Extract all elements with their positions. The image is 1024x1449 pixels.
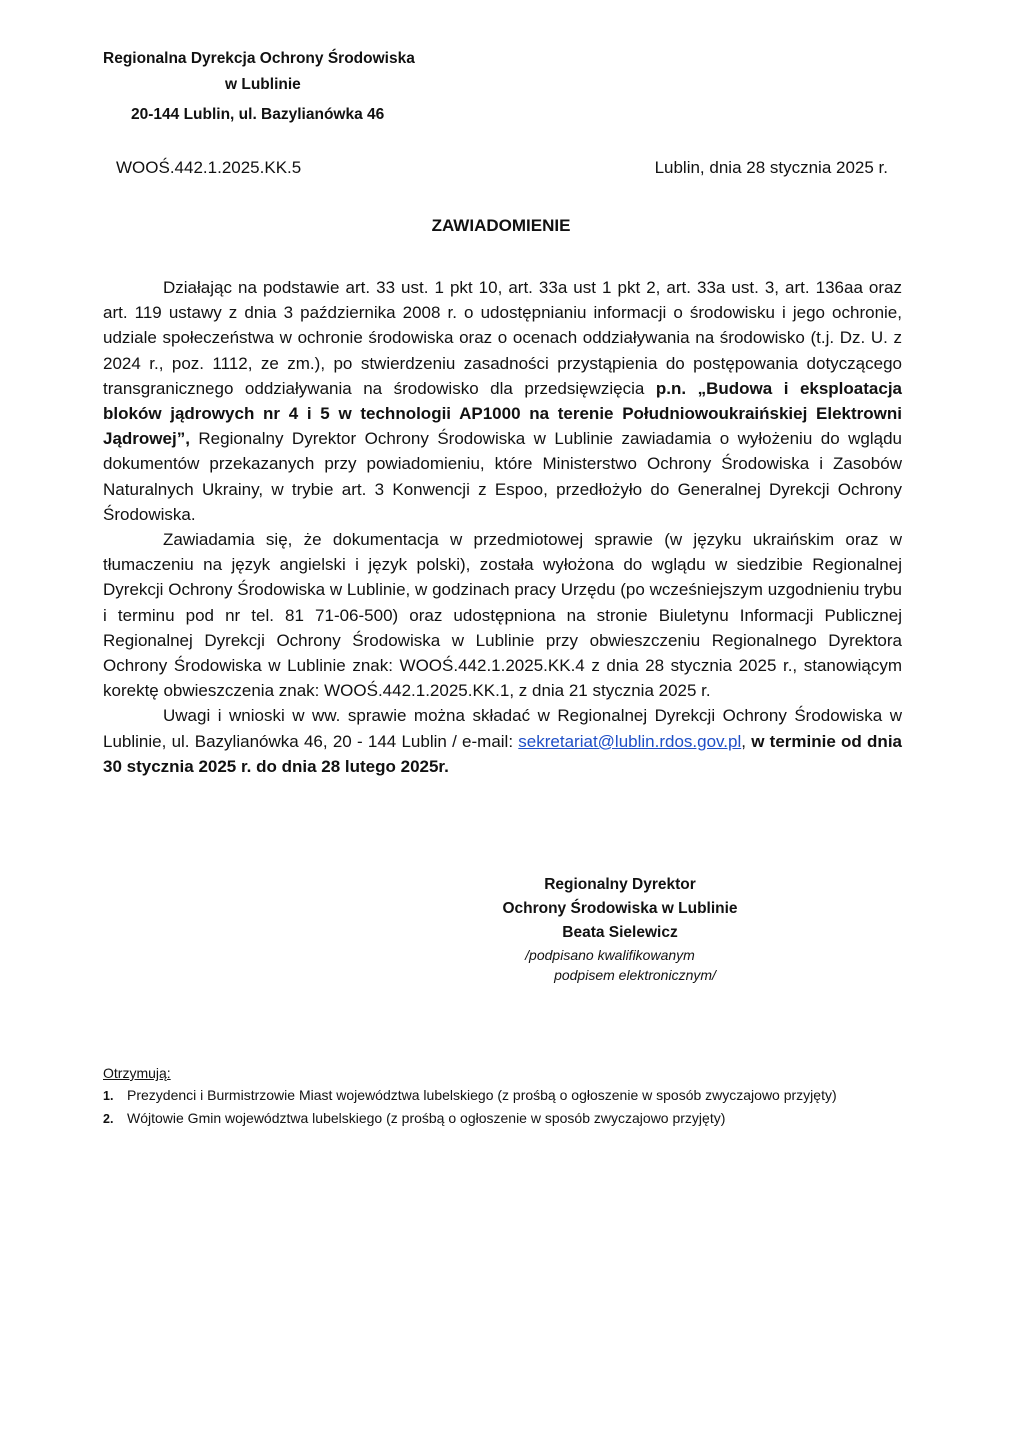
paragraph-1-text-a: Działając na podstawie art. 33 ust. 1 pkt 10, art. 33a ust 1 pkt 2, art. 33a ust. 3, art. 136aa oraz art. 119 ustawy z dnia 3 października 2008 r. o udostępnianiu informacji o środowisku i jego ochronie, udziale społeczeństwa w ochronie środowiska oraz o ocenach oddziaływania na środowisko (t.j. Dz. U. z 2024 r., poz. 1112, ze zm.), po stwierdzeniu zasadności przystąpienia do postępowania dotyczącego transgranicznego oddziaływania na środowisko dla przedsięwzięcia	[103, 278, 902, 398]
recipients-heading: Otrzymują:	[103, 1065, 171, 1081]
email-link[interactable]: sekretariat@lublin.rdos.gov.pl	[518, 731, 742, 751]
recipients-list	[103, 1062, 923, 1130]
sender-city: w Lublinie	[225, 76, 301, 93]
recipients-items	[103, 1084, 923, 1130]
signatory-title: Regionalny Dyrektor	[544, 876, 696, 893]
sender-name: Regionalna Dyrekcja Ochrony Środowiska	[103, 50, 415, 67]
project-name: p.n. „Budowa i eksploatacja bloków jądrowych nr 4 i 5 w technologii AP1000 na terenie Południowoukraińskiej Elektrowni Jądrowej”,	[103, 378, 902, 449]
document-date: Lublin, dnia 28 stycznia 2025 r.	[654, 158, 888, 177]
list-item-text: Prezydenci i Burmistrzowie Miast województwa lubelskiego (z prośbą o ogłoszenie w sposób zwyczajowo przyjęty)	[127, 1087, 837, 1103]
deadline-text: w terminie od dnia 30 stycznia 2025 r. do dnia 28 lutego 2025r.	[103, 731, 902, 776]
paragraph-2: Zawiadamia się, że dokumentacja w przedmiotowej sprawie (w języku ukraińskim oraz w tłumaczeniu na język angielski i język polski), została wyłożona do wglądu w siedzibie Regionalnej Dyrekcji Ochrony Środowiska w Lublinie, w godzinach pracy Urzędu (po wcześniejszym uzgodnieniu trybu i terminu pod nr tel. 81 71-06-500) oraz udostępniona na stronie Biuletynu Informacji Publicznej Regionalnej Dyrekcji Ochrony Środowiska w Lublinie przy obwieszczeniu Regionalnego Dyrektora Ochrony Środowiska w Lublinie znak: WOOŚ.442.1.2025.KK.4 z dnia 28 stycznia 2025 r., stanowiącym korektę obwieszczenia znak: WOOŚ.442.1.2025.KK.1, z dnia 21 stycznia 2025 r.	[103, 530, 902, 701]
list-item	[103, 1107, 923, 1130]
list-item-number: 1.	[103, 1089, 114, 1103]
sender-address: 20-144 Lublin, ul. Bazylianówka 46	[131, 106, 385, 123]
paragraph-1	[103, 275, 902, 527]
reference-number: WOOŚ.442.1.2025.KK.5	[116, 158, 302, 177]
paragraph-3-separator: ,	[741, 731, 752, 751]
sender-header	[103, 46, 463, 128]
signatory-name: Beata Sielewicz	[562, 924, 678, 941]
signature-note-line-1: /podpisano kwalifikowanym	[525, 947, 695, 963]
paragraph-3-text-a: Uwagi i wnioski w ww. sprawie można składać w Regionalnej Dyrekcji Ochrony Środowiska w Lublinie, ul. Bazylianówka 46, 20 - 144 Lublin / e-mail:	[103, 706, 902, 751]
document-title: ZAWIADOMIENIE	[431, 216, 571, 235]
paragraph-1-text-b: Regionalny Dyrektor Ochrony Środowiska w Lublinie zawiadamia o wyłożeniu do wglądu dokumentów przekazanych przy powiadomieniu, które Ministerstwo Ochrony Środowiska i Zasobów Naturalnych Ukrainy, w trybie art. 3 Konwencji z Espoo, przedłożyło do Generalnej Dyrekcji Ochrony Środowiska.	[103, 429, 902, 524]
list-item-number: 2.	[103, 1112, 114, 1126]
signature-block	[470, 873, 770, 985]
paragraph-3	[103, 703, 902, 779]
list-item	[103, 1084, 923, 1107]
signature-note-line-2: podpisem elektronicznym/	[554, 967, 716, 983]
document-body	[103, 275, 902, 779]
signatory-office: Ochrony Środowiska w Lublinie	[502, 900, 738, 917]
list-item-text: Wójtowie Gmin województwa lubelskiego (z prośbą o ogłoszenie w sposób zwyczajowo przyjęty)	[127, 1110, 726, 1126]
